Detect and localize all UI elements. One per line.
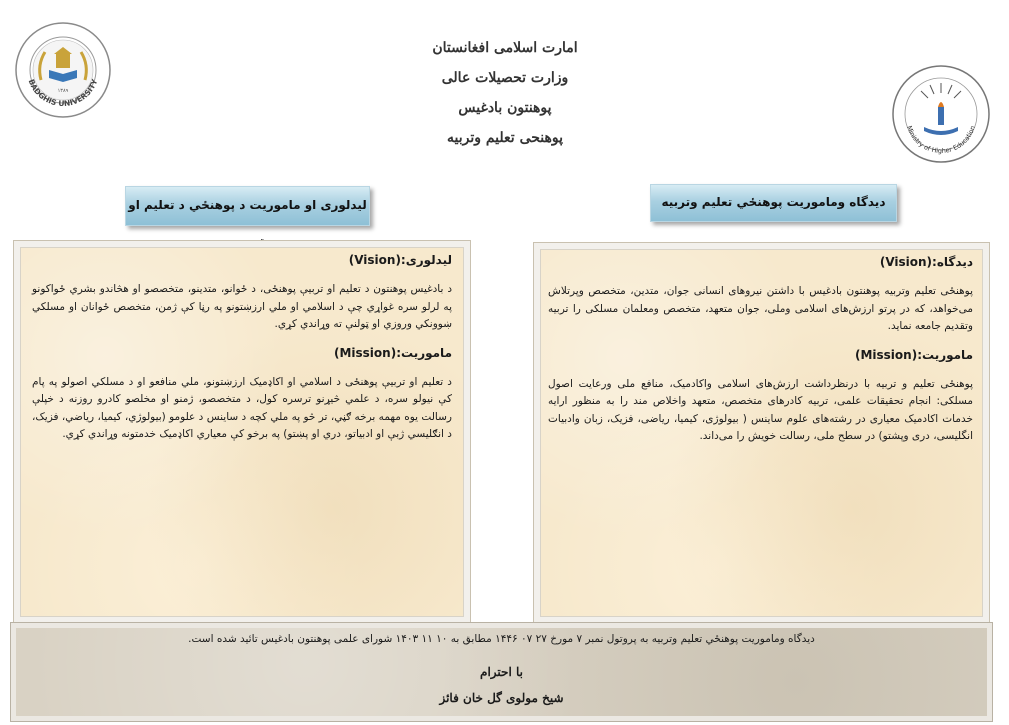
right-vision-heading: دیدگاه:(Vision) xyxy=(879,255,973,269)
right-vision-text: پوهنځی تعلیم وتربیه پوهنتون بادغیس با داشتن نیروهای انسانی جوان، متدین، متخصص وپرتلاش می‌خواهد، که در پرتو ارزش‌های اسلامی وملی، جوان متعهد، متخصص ومعلمان مسلکی را تربیه وتقدیم جامعه نماید. xyxy=(548,285,973,332)
banner-right-title: دیدگاه وماموریت پوهنځي تعلیم وتربیه xyxy=(650,184,897,222)
header-line-emirate: امارت اسلامی افغانستان xyxy=(432,40,578,56)
badghis-university-logo xyxy=(13,20,113,120)
header-line-ministry: وزارت تحصیلات عالی xyxy=(441,70,569,86)
approval-text: دیدگاه وماموریت پوهنځي تعلیم وتربیه به پروتول نمبر ۷ مورخ ۲۷ ۰۷ ۱۴۴۶ مطابق به ۱۰ ۱۱ ۱۴۰۳ شورای علمی پوهنتون بادغیس تائید شده است. xyxy=(188,633,815,645)
banner-left-title: لیدلوری او ماموریت د پوهنځي د تعلیم او xyxy=(125,186,370,226)
header-line-university: پوهنتون بادغیس xyxy=(458,100,552,116)
ministry-logo xyxy=(890,63,992,165)
left-panel xyxy=(13,240,471,624)
left-vision-text: د بادغیس پوهنتون د تعلیم او تربیې پوهنځی، د ځوانو، متدینو، متخصصو او هڅاندو بشري ځواکونو په لرلو سره غواړي چې د اسلامي او ملي ارزښتونو په رڼا کې ژمن، متخصص ځوانان او مسلکي ښوونکي وروزي او ټولنې ته وړاندي کړي. xyxy=(32,283,452,330)
logo-left-caption: BADGHIS UNIVERSITY xyxy=(26,77,100,109)
left-vision-heading: لیدلوری:(Vision) xyxy=(348,253,452,267)
header-line-faculty: پوهنحی تعلیم وتربیه xyxy=(446,130,564,146)
right-panel xyxy=(533,242,990,624)
left-mission-heading: ماموریت:(Mission) xyxy=(333,345,452,360)
header xyxy=(330,33,680,153)
svg-text:١٣٨٩: ١٣٨٩ xyxy=(57,88,69,94)
approval-footer xyxy=(10,622,993,722)
regards-text: با احترام xyxy=(480,665,523,679)
left-mission-text: د تعلیم او تربیې پوهنځی د اسلامي او اکاډمیک ارزښتونو، ملي منافعو او د مسلکي اصولو په پام کې نیولو سره، د علمي څیړنو ترسره کول، د متخصصو، ژمنو او مخلصو کادرو روزنه د خپلې رسالت یوه مهمه برخه ګڼي، تر څو په ملي کچه د ساینس د علومو (بیولوژي، کیمیا، ریاضي، فزیک، د انګلیسي ژبې او ادبیاتو، دري او پښتو) په برخو کې معیاري اکاډمیک خدمتونه وړاندي کړي. xyxy=(32,375,452,440)
right-mission-heading: ماموریت:(Mission) xyxy=(854,347,973,362)
logo-right-caption: Ministry of Higher Education xyxy=(905,124,977,156)
right-mission-text: پوهنځی تعلیم و تربیه با درنظرداشت ارزش‌های اسلامی واکادمیک، منافع ملی ورعایت اصول مسلکی: انجام تحقیقات علمی، تربیه کادرهای متخصص، متعهد واخلاص مند را به منظور ارایه خدمات اکادمیک معیاری در رشته‌های علوم ساینس ( بیولوژی، کیمیا، ریاضی، فزیک، زبان وادبیات انگلیسی، دری وپشتو) در سطح ملی، رسالت خویش را می‌داند. xyxy=(548,377,973,442)
signature-name: شیخ مولوی گل خان فائز xyxy=(439,691,564,705)
